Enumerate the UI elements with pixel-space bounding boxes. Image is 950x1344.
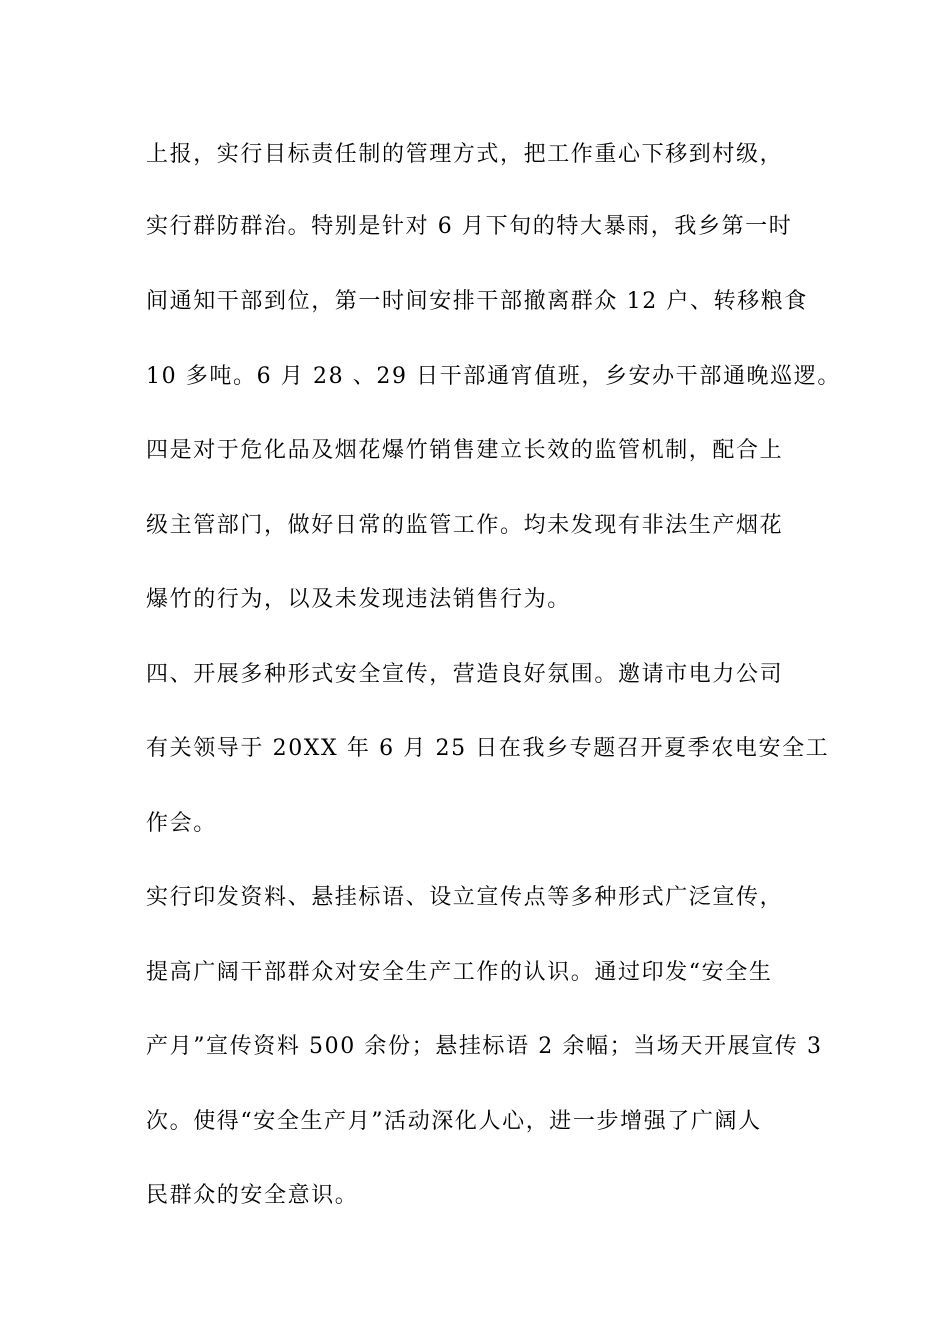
text-line-9: 有关领导于 20XX 年 6 月 25 日在我乡专题召开夏季农电安全工 [146, 736, 830, 761]
text-line-10: 作会。 [146, 811, 217, 836]
text-line-1: 上报，实行目标责任制的管理方式，把工作重心下移到村级， [146, 142, 784, 167]
text-line-13: 产月”宣传资料 500 余份；悬挂标语 2 余幅；当场天开展宣传 3 [146, 1034, 823, 1059]
text-line-4: 10 多吨。6 月 28 、29 日干部通宵值班，乡安办干部通晚巡逻。 [146, 364, 841, 389]
text-line-3: 间通知干部到位，第一时间安排干部撤离群众 12 户、转移粮食 [146, 289, 808, 314]
text-line-11: 实行印发资料、悬挂标语、设立宣传点等多种形式广泛宣传， [146, 885, 784, 910]
text-line-5: 四是对于危化品及烟花爆竹销售建立长效的监管机制，配合上 [146, 438, 784, 463]
text-line-14: 次。使得“安全生产月”活动深化人心，进一步增强了广阔人 [146, 1109, 762, 1134]
text-line-6: 级主管部门，做好日常的监管工作。均未发现有非法生产烟花 [146, 513, 784, 538]
text-line-8: 四、开展多种形式安全宣传，营造良好氛围。邀请市电力公司 [146, 662, 784, 687]
text-line-2: 实行群防群治。特别是针对 6 月下旬的特大暴雨，我乡第一时 [146, 214, 793, 239]
text-line-7: 爆竹的行为，以及未发现违法销售行为。 [146, 587, 571, 612]
text-line-15: 民群众的安全意识。 [146, 1183, 359, 1208]
text-line-12: 提高广阔干部群众对安全生产工作的认识。通过印发“安全生 [146, 960, 773, 985]
